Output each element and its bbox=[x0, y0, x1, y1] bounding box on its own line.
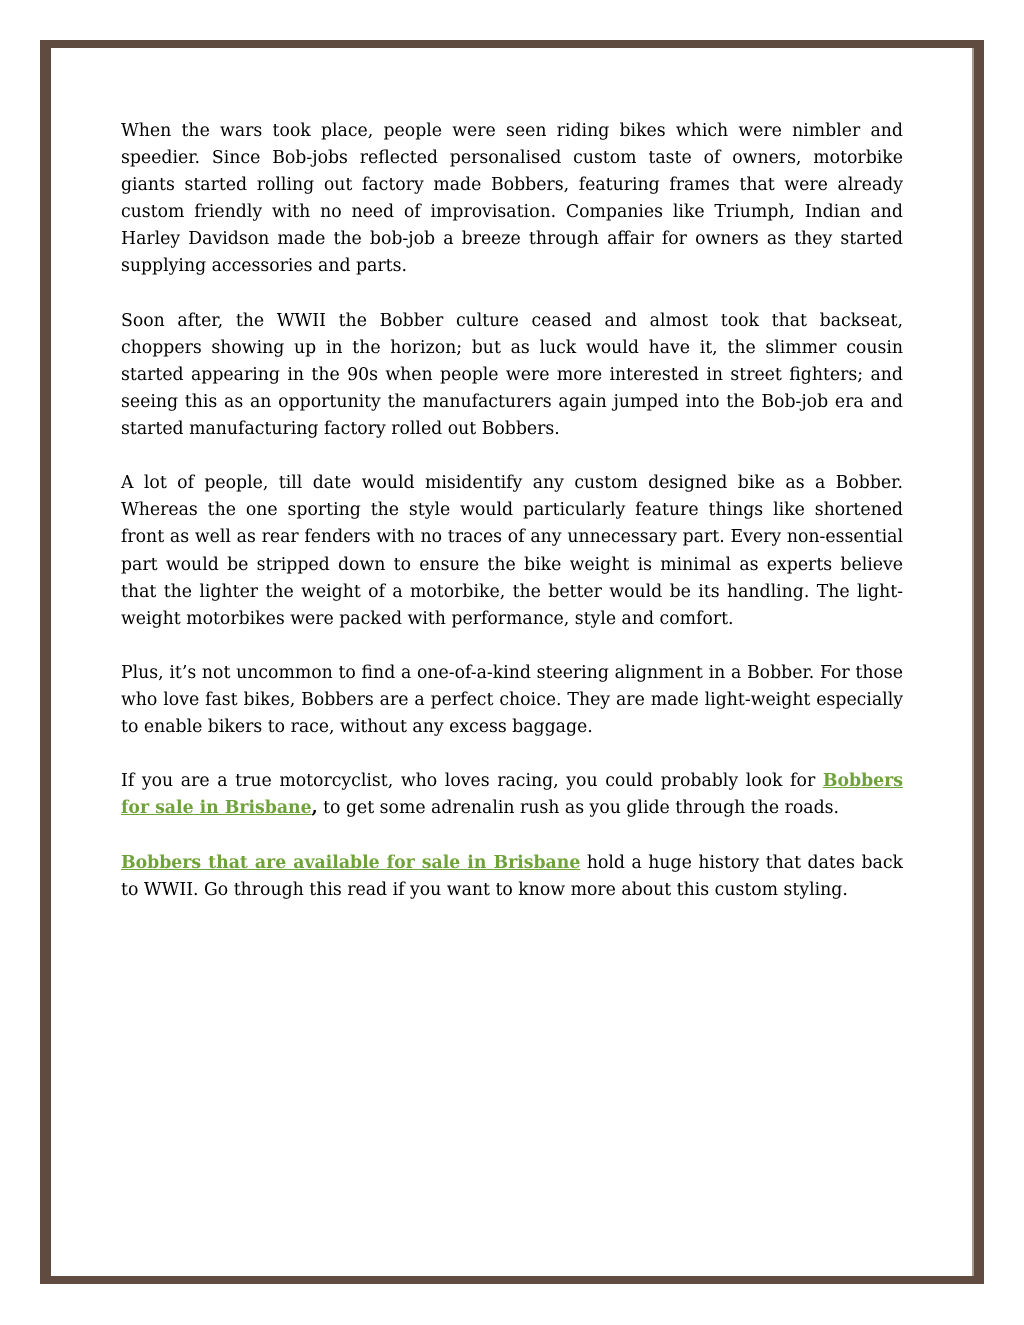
bobbers-for-sale-link[interactable]: Bobbers for sale in Brisbane bbox=[121, 771, 903, 819]
paragraph-wars-history: When the wars took place, people were seen riding bikes which were nimbler and speedier. Since Bob-jobs reflected personalised custom taste of owners, motorbike giants started rolling out factory made Bobbers, featuring frames that were already custom friendly with no need of improvisation. Companies like Triumph, Indian and Harley Davidson made the bob-job a breeze through affair for owners as they started supplying accessories and parts. bbox=[121, 121, 903, 277]
paragraph-motorcyclist-text-end: to get some adrenalin rush as you glide through the roads. bbox=[317, 798, 839, 819]
paragraph-history-text: hold a huge history that dates back to WWII. Go through this read if you want to know more about this custom styling. bbox=[121, 852, 903, 900]
paragraph-bobber-features: A lot of people, till date would misidentify any custom designed bike as a Bobber. Whereas the one sporting the style would particularly feature things like shortened front as well as rear fenders with no traces of any unnecessary part. Every non-essential part would be stripped down to ensure the bike weight is minimal as experts believe that the lighter the weight of a motorbike, the better would be its handling. The light-weight motorbikes were packed with performance, style and comfort. bbox=[121, 473, 903, 629]
paragraph-history-link bbox=[121, 850, 903, 904]
document-body bbox=[121, 118, 903, 931]
paragraph-steering-alignment: Plus, it’s not uncommon to find a one-of-a-kind steering alignment in a Bobber. For those who love fast bikes, Bobbers are a perfect choice. They are made light-weight especially to enable bikers to race, without any excess baggage. bbox=[121, 662, 903, 738]
bobbers-available-link[interactable]: Bobbers that are available for sale in Brisbane bbox=[121, 852, 581, 873]
link-comma: , bbox=[311, 798, 318, 819]
paragraph-motorcyclist-text-start: If you are a true motorcyclist, who loves racing, you could probably look for bbox=[121, 771, 823, 792]
paragraph-wwii-aftermath: Soon after, the WWII the Bobber culture ceased and almost took that backseat, choppers showing up in the horizon; but as luck would have it, the slimmer cousin started appearing in the 90s when people were more interested in street fighters; and seeing this as an opportunity the manufacturers again jumped into the Bob-job era and started manufacturing factory rolled out Bobbers. bbox=[121, 310, 903, 440]
paragraph-motorcyclist bbox=[121, 768, 903, 822]
